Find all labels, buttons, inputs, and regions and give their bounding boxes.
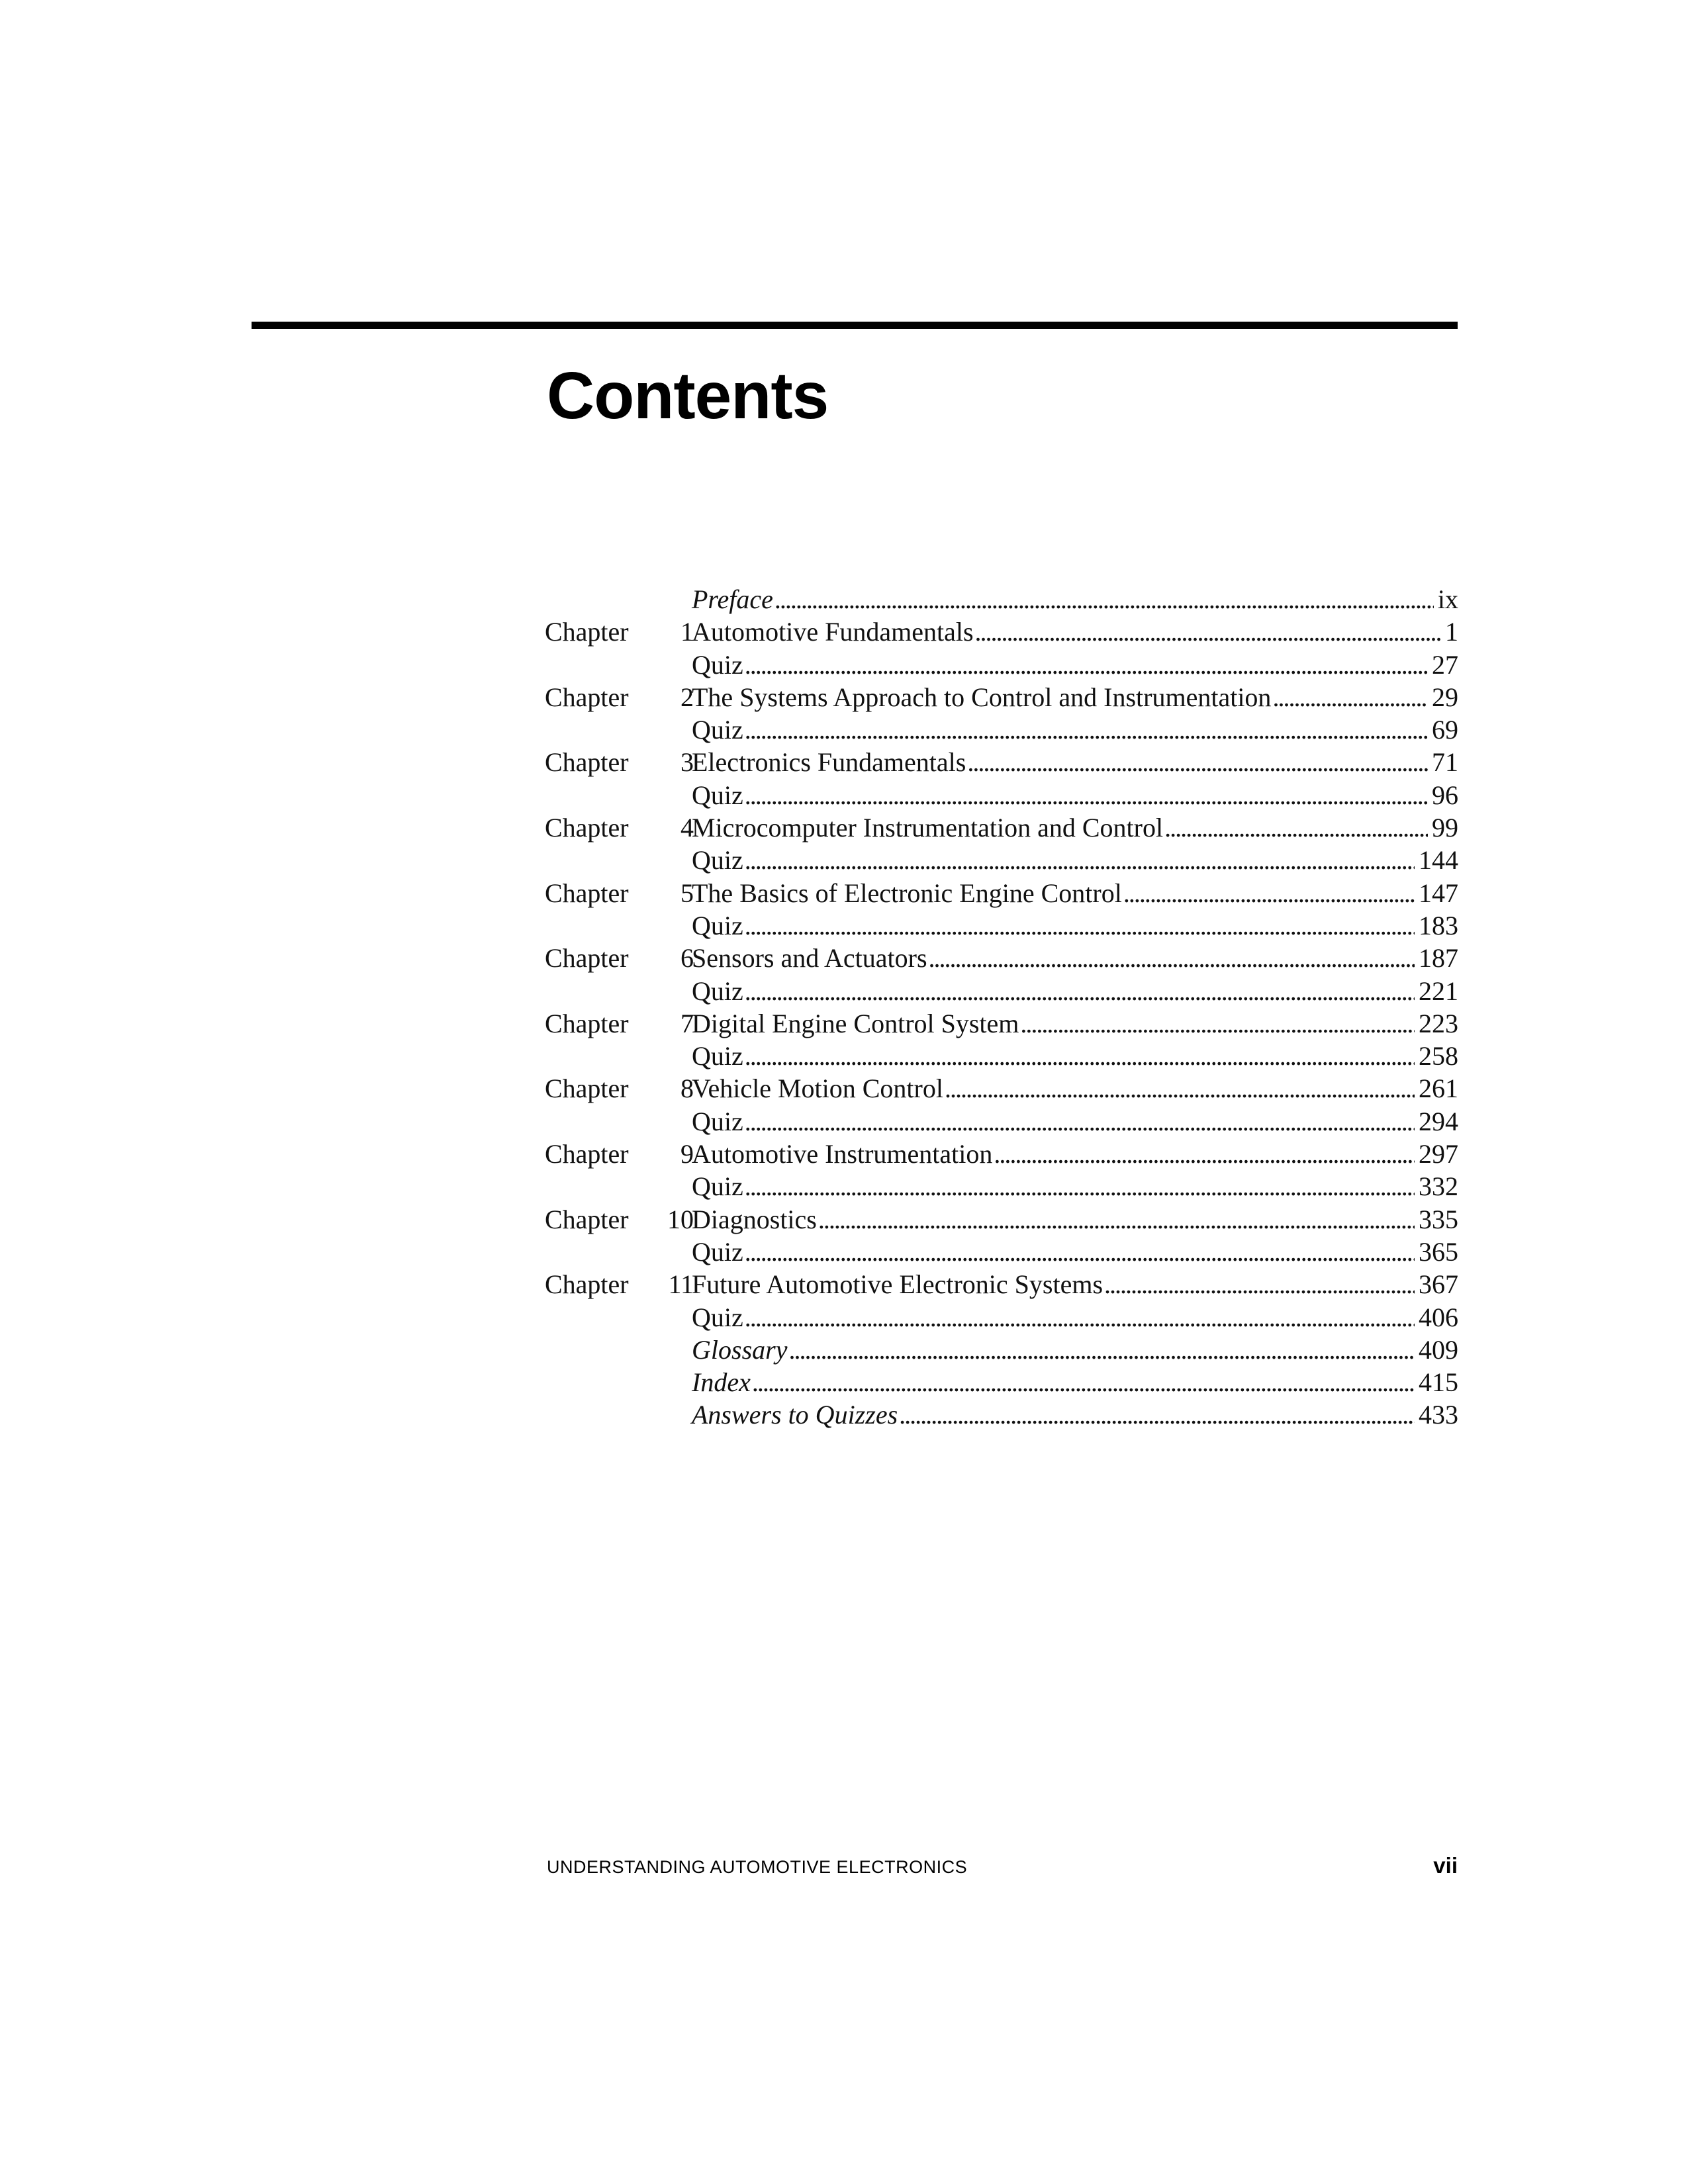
toc-row <box>545 1007 1458 1040</box>
toc-entry[interactable] <box>692 1366 1458 1398</box>
toc-row <box>545 1334 1458 1366</box>
toc-page-number: 96 <box>1432 780 1458 810</box>
toc-entry[interactable] <box>692 583 1458 615</box>
toc-chapter-number: 10 <box>667 1204 694 1234</box>
dot-leader <box>967 746 1428 778</box>
toc-row <box>545 1040 1458 1072</box>
toc-page-number: 365 <box>1419 1236 1458 1267</box>
dot-leader <box>1020 1007 1415 1040</box>
table-of-contents <box>545 583 1458 1432</box>
toc-entry-title: Answers to Quizzes <box>692 1400 898 1430</box>
toc-row <box>545 649 1458 681</box>
toc-page-number: 297 <box>1419 1139 1458 1169</box>
toc-entry-title: Microcomputer Instrumentation and Control <box>692 813 1164 843</box>
dot-leader <box>745 975 1415 1007</box>
toc-entry-title: Quiz <box>692 649 743 680</box>
toc-entry[interactable] <box>692 1138 1458 1170</box>
toc-chapter-label: Chapter <box>545 943 629 974</box>
toc-entry-title: Automotive Instrumentation <box>692 1139 993 1169</box>
dot-leader <box>929 942 1415 974</box>
toc-entry-title: Electronics Fundamentals <box>692 747 966 778</box>
toc-entry[interactable] <box>692 615 1458 648</box>
dot-leader <box>745 649 1428 681</box>
toc-page-number: 27 <box>1432 649 1458 680</box>
dot-leader <box>1164 811 1428 844</box>
dot-leader <box>745 1105 1415 1138</box>
dot-leader <box>745 1170 1415 1203</box>
toc-page-number: 332 <box>1419 1171 1458 1202</box>
toc-page-number: 71 <box>1432 747 1458 778</box>
toc-page-number: 99 <box>1432 813 1458 843</box>
toc-page-number: 433 <box>1419 1400 1458 1430</box>
toc-chapter-number: 1 <box>680 617 694 647</box>
dot-leader <box>975 615 1441 648</box>
toc-chapter-label: Chapter <box>545 813 629 843</box>
toc-entry-title: Quiz <box>692 1302 743 1332</box>
toc-chapter-label: Chapter <box>545 1073 629 1104</box>
toc-page-number: 415 <box>1419 1367 1458 1398</box>
toc-page-number: 294 <box>1419 1106 1458 1136</box>
toc-entry[interactable] <box>692 811 1458 844</box>
toc-page-number: 409 <box>1419 1334 1458 1365</box>
toc-page-number: 144 <box>1419 845 1458 876</box>
toc-row <box>545 811 1458 844</box>
toc-row <box>545 942 1458 974</box>
toc-entry[interactable] <box>692 1072 1458 1105</box>
toc-entry-title: Preface <box>692 584 773 614</box>
toc-chapter-number: 2 <box>680 682 694 712</box>
toc-chapter-number: 7 <box>680 1008 694 1038</box>
dot-leader <box>745 844 1415 876</box>
dot-leader <box>745 1236 1415 1268</box>
toc-entry[interactable] <box>692 1301 1458 1334</box>
toc-row <box>545 713 1458 746</box>
toc-entry-title: Quiz <box>692 1236 743 1267</box>
toc-entry[interactable] <box>692 1334 1458 1366</box>
toc-row <box>545 615 1458 648</box>
toc-entry-title: Digital Engine Control System <box>692 1008 1019 1038</box>
toc-row <box>545 1138 1458 1170</box>
page-title: Contents <box>547 359 829 433</box>
toc-entry-title: Quiz <box>692 1171 743 1202</box>
toc-row <box>545 1170 1458 1203</box>
toc-chapter-label: Chapter <box>545 747 629 778</box>
toc-entry[interactable] <box>692 681 1458 713</box>
toc-page-number: 258 <box>1419 1041 1458 1071</box>
toc-entry-title: Future Automotive Electronic Systems <box>692 1269 1103 1300</box>
dot-leader <box>788 1334 1415 1366</box>
toc-entry-title: Vehicle Motion Control <box>692 1073 943 1104</box>
dot-leader <box>745 1301 1415 1334</box>
toc-entry[interactable] <box>692 1040 1458 1072</box>
toc-chapter-number: 11 <box>668 1269 694 1300</box>
dot-leader <box>1123 877 1415 909</box>
toc-page-number: ix <box>1437 584 1458 614</box>
toc-chapter-label: Chapter <box>545 1204 629 1234</box>
toc-entry-title: Quiz <box>692 780 743 810</box>
toc-page-number: 147 <box>1419 878 1458 908</box>
toc-entry[interactable] <box>692 909 1458 942</box>
toc-row <box>545 909 1458 942</box>
dot-leader <box>899 1398 1415 1431</box>
toc-page-number: 29 <box>1432 682 1458 712</box>
toc-row <box>545 1236 1458 1268</box>
toc-page-number: 69 <box>1432 715 1458 745</box>
toc-entry[interactable] <box>692 1236 1458 1268</box>
toc-chapter-number: 4 <box>680 813 694 843</box>
toc-row <box>545 1366 1458 1398</box>
dot-leader <box>994 1138 1415 1170</box>
toc-chapter-label: Chapter <box>545 682 629 712</box>
toc-row <box>545 779 1458 811</box>
toc-chapter-label: Chapter <box>545 878 629 908</box>
toc-row <box>545 583 1458 615</box>
dot-leader <box>745 1040 1415 1072</box>
dot-leader <box>752 1366 1415 1398</box>
toc-entry-title: Quiz <box>692 715 743 745</box>
page-number: vii <box>1433 1853 1458 1878</box>
toc-entry[interactable] <box>692 649 1458 681</box>
toc-entry[interactable] <box>692 1398 1458 1431</box>
toc-entry[interactable] <box>692 975 1458 1007</box>
toc-entry-title: Quiz <box>692 910 743 940</box>
dot-leader <box>745 909 1415 942</box>
toc-page-number: 183 <box>1419 910 1458 940</box>
dot-leader <box>1104 1268 1415 1300</box>
toc-chapter-label: Chapter <box>545 617 629 647</box>
toc-entry[interactable] <box>692 713 1458 746</box>
toc-entry-title: Quiz <box>692 845 743 876</box>
toc-page-number: 406 <box>1419 1302 1458 1332</box>
toc-row <box>545 746 1458 778</box>
toc-row <box>545 877 1458 909</box>
toc-row <box>545 1268 1458 1300</box>
toc-chapter-label: Chapter <box>545 1139 629 1169</box>
toc-page-number: 261 <box>1419 1073 1458 1104</box>
toc-row <box>545 1203 1458 1236</box>
toc-row <box>545 1301 1458 1334</box>
toc-chapter-label: Chapter <box>545 1269 629 1300</box>
toc-row <box>545 1072 1458 1105</box>
toc-entry[interactable] <box>692 1105 1458 1138</box>
toc-chapter-label: Chapter <box>545 1008 629 1038</box>
toc-page-number: 223 <box>1419 1008 1458 1038</box>
toc-row <box>545 1398 1458 1431</box>
toc-row <box>545 844 1458 876</box>
toc-entry[interactable] <box>692 844 1458 876</box>
dot-leader <box>1272 681 1428 713</box>
toc-row <box>545 975 1458 1007</box>
toc-entry-title: Diagnostics <box>692 1204 817 1234</box>
toc-entry-title: The Systems Approach to Control and Instrumentation <box>692 682 1272 712</box>
dot-leader <box>774 583 1434 615</box>
toc-entry-title: Automotive Fundamentals <box>692 617 974 647</box>
dot-leader <box>945 1072 1415 1105</box>
toc-entry-title: Glossary <box>692 1334 788 1365</box>
toc-row <box>545 1105 1458 1138</box>
toc-chapter-number: 9 <box>680 1139 694 1169</box>
toc-page-number: 367 <box>1419 1269 1458 1300</box>
toc-row <box>545 681 1458 713</box>
toc-entry[interactable] <box>692 779 1458 811</box>
toc-chapter-number: 6 <box>680 943 694 974</box>
toc-entry[interactable] <box>692 746 1458 778</box>
toc-entry[interactable] <box>692 1268 1458 1300</box>
toc-entry-title: Quiz <box>692 1106 743 1136</box>
toc-entry-title: Quiz <box>692 1041 743 1071</box>
toc-entry-title: Index <box>692 1367 751 1398</box>
toc-entry[interactable] <box>692 877 1458 909</box>
toc-entry[interactable] <box>692 1203 1458 1236</box>
top-rule <box>252 322 1458 329</box>
dot-leader <box>745 713 1428 746</box>
toc-chapter-number: 3 <box>680 747 694 778</box>
footer-book-title: UNDERSTANDING AUTOMOTIVE ELECTRONICS <box>547 1857 968 1877</box>
dot-leader <box>745 779 1428 811</box>
toc-entry[interactable] <box>692 1170 1458 1203</box>
toc-entry[interactable] <box>692 942 1458 974</box>
toc-entry-title: Quiz <box>692 976 743 1006</box>
toc-page-number: 221 <box>1419 976 1458 1006</box>
toc-entry-title: The Basics of Electronic Engine Control <box>692 878 1122 908</box>
toc-chapter-number: 5 <box>680 878 694 908</box>
toc-entry-title: Sensors and Actuators <box>692 943 927 974</box>
toc-entry[interactable] <box>692 1007 1458 1040</box>
toc-page-number: 335 <box>1419 1204 1458 1234</box>
toc-page-number: 187 <box>1419 943 1458 974</box>
toc-chapter-number: 8 <box>680 1073 694 1104</box>
toc-page-number: 1 <box>1445 617 1458 647</box>
dot-leader <box>818 1203 1415 1236</box>
